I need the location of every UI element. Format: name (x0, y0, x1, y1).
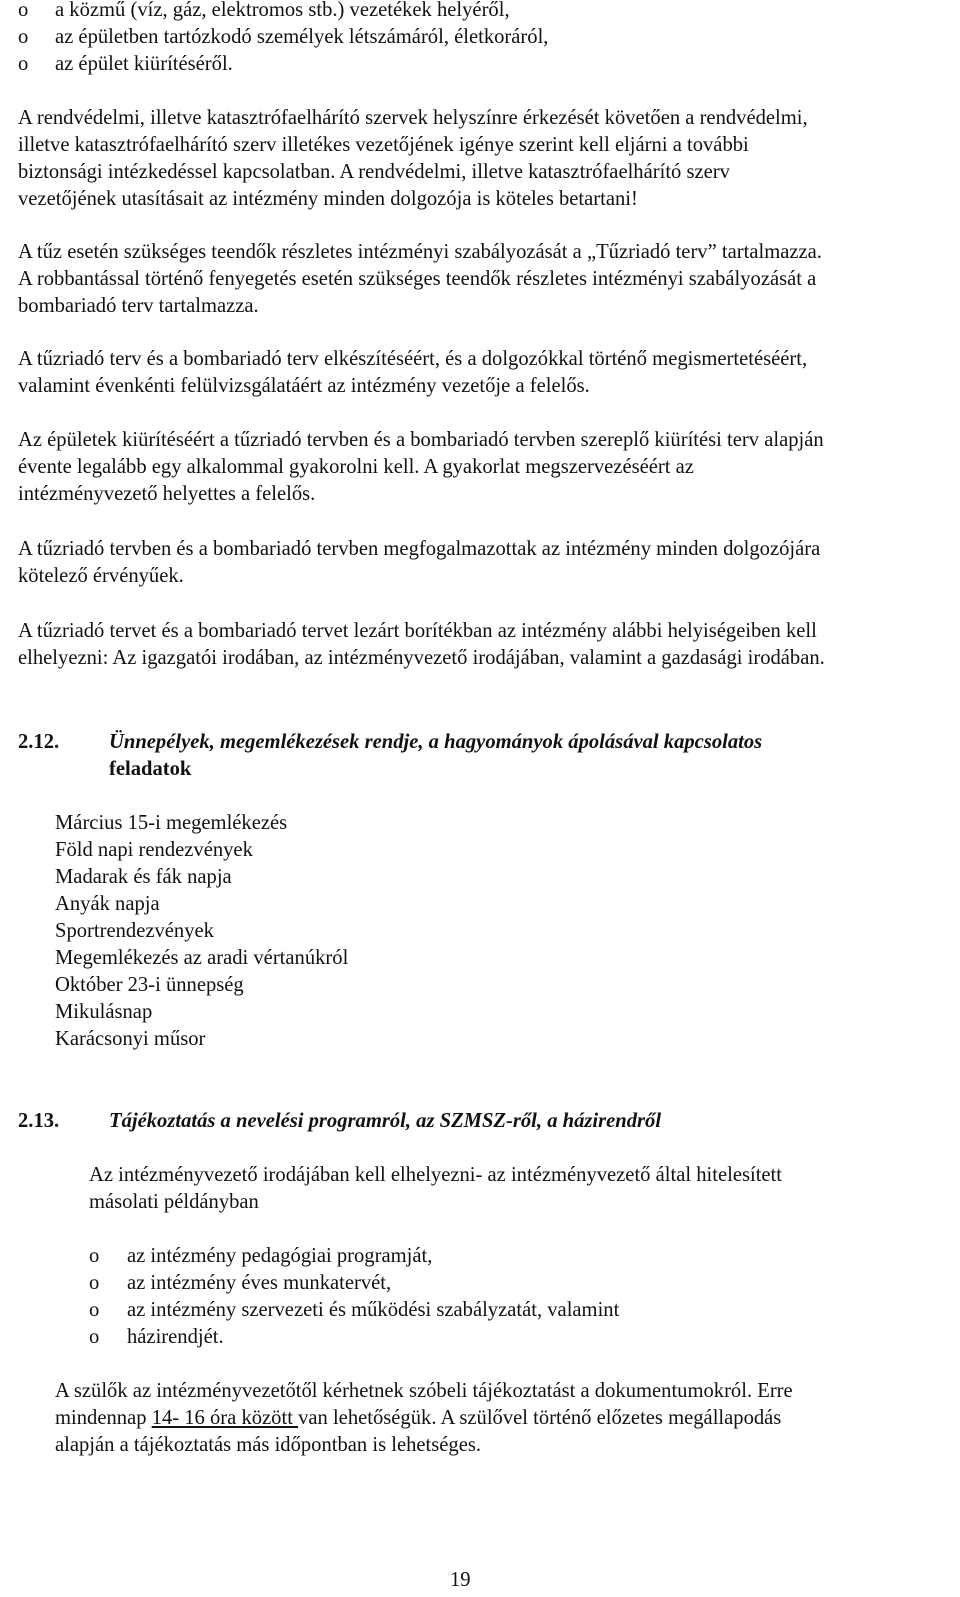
list-item (89, 1270, 889, 1297)
section-title: Tájékoztatás a nevelési programról, az SZMSZ-ről, a házirendről (109, 1110, 662, 1132)
paragraph-plan-responsibility (18, 346, 948, 400)
paragraph-evacuation-drill (18, 427, 948, 508)
page-number: 19 (450, 1569, 471, 1591)
paragraph-line: Az intézményvezető irodájában kell elhelyezni- az intézményvezető által hitelesített (89, 1164, 782, 1186)
paragraph-line: másolati példányban (89, 1191, 259, 1213)
section-title-line: Ünnepélyek, megemlékezések rendje, a hagyományok ápolásával kapcsolatos (109, 731, 763, 753)
paragraph-emergency-services (18, 105, 948, 213)
list-item: Madarak és fák napja (55, 866, 232, 888)
list-item-text: az épületben tartózkodó személyek létszámáról, életkoráról, (55, 26, 549, 48)
paragraph-line: A tűz esetén szükséges teendők részletes intézményi szabályozását a „Tűzriadó terv” tartalmazza. (18, 241, 822, 263)
list-item-text: az intézmény éves munkatervét, (127, 1272, 392, 1294)
paragraph-line: A szülők az intézményvezetőtől kérhetnek szóbeli tájékoztatást a dokumentumokról. Erre (55, 1380, 793, 1402)
list-item (89, 1324, 889, 1351)
paragraph-line: kötelező érvényűek. (18, 565, 184, 587)
paragraph-binding-rules (18, 536, 948, 590)
office-hours-text: 14- 16 óra között (151, 1407, 299, 1429)
list-item: Március 15-i megemlékezés (55, 812, 288, 834)
paragraph-document-location (89, 1162, 939, 1216)
paragraph-parent-information (55, 1378, 945, 1459)
bullet-marker: o (89, 1326, 100, 1348)
paragraph-plan-storage (18, 618, 948, 672)
paragraph-line: intézményvezető helyettes a felelős. (18, 483, 316, 505)
list-item-text: házirendjét. (127, 1326, 224, 1348)
section-number: 2.12. (18, 731, 60, 753)
list-item: Október 23-i ünnepség (55, 974, 244, 996)
list-item-text: az épület kiürítéséről. (55, 53, 233, 75)
bullet-marker: o (18, 53, 29, 75)
paragraph-line (55, 1405, 945, 1432)
paragraph-line: vezetőjének utasításait az intézmény minden dolgozója is köteles betartani! (18, 188, 638, 210)
bullet-marker: o (89, 1272, 100, 1294)
bullet-marker: o (18, 26, 29, 48)
paragraph-line: A tűzriadó tervben és a bombariadó tervben megfogalmazottak az intézmény minden dolgozójára (18, 538, 821, 560)
section-heading-2-13 (18, 1108, 948, 1135)
paragraph-text: mindennap (55, 1407, 152, 1429)
list-item-text: az intézmény pedagógiai programját, (127, 1245, 433, 1267)
paragraph-line: A robbantással történő fenyegetés esetén szükséges teendők részletes intézményi szabályozását a (18, 268, 817, 290)
evacuation-info-list (18, 0, 918, 78)
paragraph-line: illetve katasztrófaelhárító szerv illetékes vezetőjének igénye szerint kell eljárni a további (18, 134, 749, 156)
paragraph-line: A tűzriadó terv és a bombariadó terv elkészítéséért, és a dolgozókkal történő megismertetéséért, (18, 348, 808, 370)
list-item-text: az intézmény szervezeti és működési szabályzatát, valamint (127, 1299, 620, 1321)
paragraph-line: évente legalább egy alkalommal gyakorolni kell. A gyakorlat megszervezéséért az (18, 456, 694, 478)
section-title (109, 729, 929, 783)
list-item-text: a közmű (víz, gáz, elektromos stb.) vezetékek helyéről, (55, 0, 510, 21)
paragraph-line: A tűzriadó tervet és a bombariadó tervet lezárt borítékban az intézmény alábbi helyiségeiben kell (18, 620, 817, 642)
list-item: Mikulásnap (55, 1001, 153, 1023)
section-heading-2-12 (18, 729, 948, 783)
list-item: Föld napi rendezvények (55, 839, 253, 861)
list-item (18, 24, 918, 51)
list-item (89, 1297, 889, 1324)
list-item: Megemlékezés az aradi vértanúkról (55, 947, 349, 969)
list-item (18, 0, 918, 24)
paragraph-text: van lehetőségük. A szülővel történő előzetes megállapodás (298, 1407, 782, 1429)
paragraph-line: valamint évenkénti felülvizsgálatáért az intézmény vezetője a felelős. (18, 375, 590, 397)
list-item: Karácsonyi műsor (55, 1028, 206, 1050)
paragraph-fire-bomb-plans (18, 239, 948, 320)
paragraph-line: A rendvédelmi, illetve katasztrófaelhárító szervek helyszínre érkezését követően a rendvédelmi, (18, 107, 808, 129)
list-item (89, 1243, 889, 1270)
bullet-marker: o (89, 1245, 100, 1267)
list-item: Sportrendezvények (55, 920, 214, 942)
paragraph-line: biztonsági intézkedéssel kapcsolatban. A rendvédelmi, illetve katasztrófaelhárító szerv (18, 161, 730, 183)
section-title-line: feladatok (109, 758, 192, 780)
list-item: Anyák napja (55, 893, 160, 915)
section-number: 2.13. (18, 1110, 60, 1132)
paragraph-line: Az épületek kiürítéséért a tűzriadó tervben és a bombariadó tervben szereplő kiürítési terv alapján (18, 429, 824, 451)
list-item (18, 51, 918, 78)
bullet-marker: o (89, 1299, 100, 1321)
paragraph-line: bombariadó terv tartalmazza. (18, 295, 259, 317)
paragraph-line: alapján a tájékoztatás más időpontban is lehetséges. (55, 1434, 482, 1456)
documents-list (89, 1243, 889, 1351)
bullet-marker: o (18, 0, 29, 21)
events-list (55, 810, 348, 1053)
paragraph-line: elhelyezni: Az igazgatói irodában, az intézményvezető irodájában, valamint a gazdasági irodában. (18, 647, 825, 669)
